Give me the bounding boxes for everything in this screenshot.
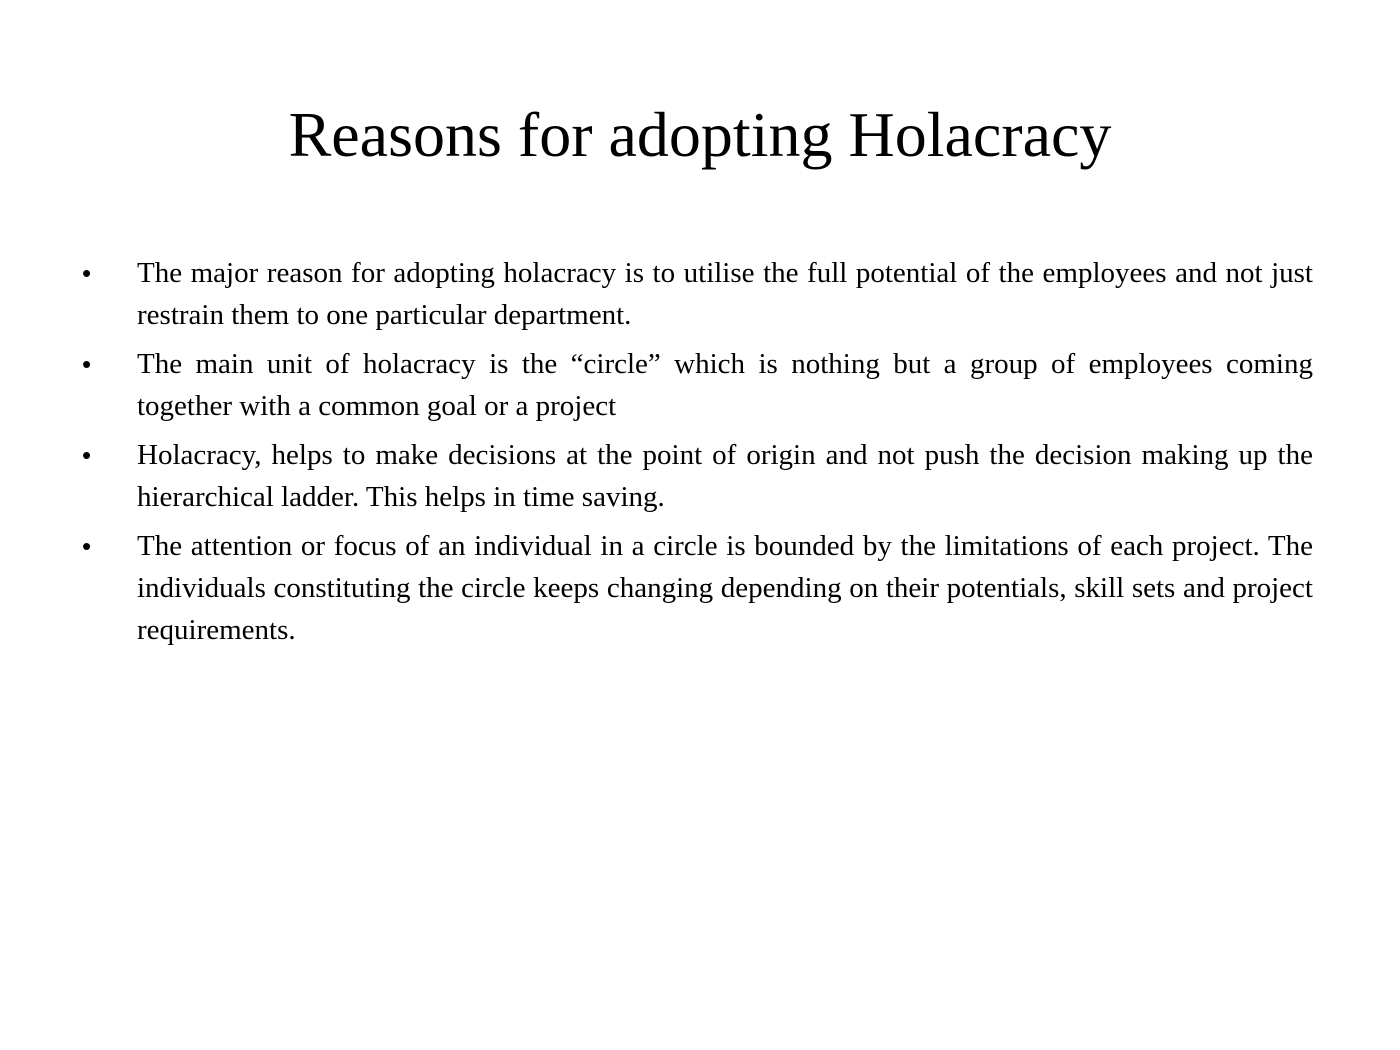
slide-title: Reasons for adopting Holacracy <box>288 99 1112 170</box>
bullet-text: Holacracy, helps to make decisions at the point of origin and not push the decision making up the hierarchical ladder. This helps in time saving. <box>137 439 1313 513</box>
bullet-item <box>80 434 1313 518</box>
bullet-item <box>80 252 1313 336</box>
bullet-icon: • <box>82 531 92 561</box>
bullet-icon: • <box>82 440 92 470</box>
bullet-text: The main unit of holacracy is the “circle” which is nothing but a group of employees coming together with a common goal or a project <box>137 348 1313 422</box>
bullet-list <box>80 252 1313 658</box>
bullet-item <box>80 343 1313 427</box>
bullet-text: The major reason for adopting holacracy is to utilise the full potential of the employees and not just restrain them to one particular department. <box>137 257 1313 331</box>
bullet-icon: • <box>82 258 92 288</box>
bullet-item <box>80 525 1313 651</box>
bullet-text: The attention or focus of an individual in a circle is bounded by the limitations of each project. The individuals constituting the circle keeps changing depending on their potentials, skill sets and project requirements. <box>137 530 1313 646</box>
bullet-icon: • <box>82 349 92 379</box>
